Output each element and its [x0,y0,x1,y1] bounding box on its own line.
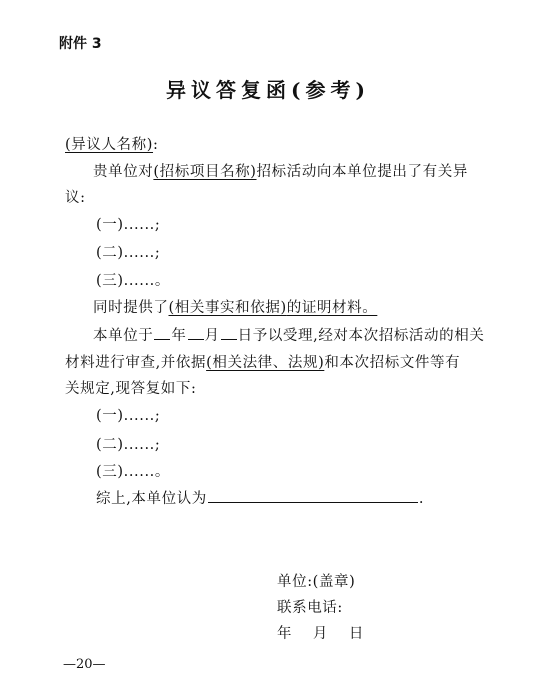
objection-item-3: (三)......。 [96,273,170,289]
document-title: 异议答复函(参考) [166,78,370,102]
reply-item-1: (一)......; [96,408,161,424]
review-line2-suffix: 和本次招标文件等有 [324,355,461,371]
project-name-placeholder: (招标项目名称) [153,164,257,180]
conclusion-end: . [418,491,425,507]
review-rest: 日予以受理,经对本次招标活动的相关 [237,328,485,344]
laws-placeholder: (相关法律、法规) [206,355,325,371]
month-label: 月 [204,328,220,344]
salutation-line [65,133,159,154]
year-label: 年 [171,328,187,344]
signature-unit: 单位:(盖章) [277,574,356,590]
intro-prefix: 贵单位对 [93,164,154,180]
review-start: 本单位于 [93,328,154,344]
objection-item-2: (二)......; [96,245,161,261]
evidence-suffix: 的证明材料。 [286,300,378,316]
conclusion-prefix: 综上,本单位认为 [96,491,207,507]
reply-item-3: (三)......。 [96,464,170,480]
reply-item-2: (二)......; [96,437,161,453]
signature-phone: 联系电话: [277,600,343,616]
day-blank [221,325,237,340]
paragraph-intro-line2: 议: [65,190,86,206]
year-blank [154,325,170,340]
evidence-prefix: 同时提供了 [93,300,169,316]
signature-date: 年 月 日 [277,626,364,642]
evidence-line [93,296,377,317]
salutation-colon: : [153,137,159,153]
paragraph-review-line1 [93,324,484,345]
intro-suffix: 招标活动向本单位提出了有关异 [256,164,468,180]
attachment-label: 附件 3 [59,36,102,52]
facts-basis-placeholder: (相关事实和依据) [168,300,287,316]
paragraph-review-line3: 关规定,现答复如下: [65,381,197,397]
objection-item-1: (一)......; [96,217,161,233]
page-number: —20— [63,657,106,672]
paragraph-intro-line1 [93,160,468,181]
objector-name-placeholder: (异议人名称) [65,137,154,153]
month-blank [188,325,204,340]
conclusion-line [96,487,424,508]
review-line2-prefix: 材料进行审查,并依据 [65,355,207,371]
conclusion-blank [208,488,418,503]
paragraph-review-line2 [65,351,460,372]
